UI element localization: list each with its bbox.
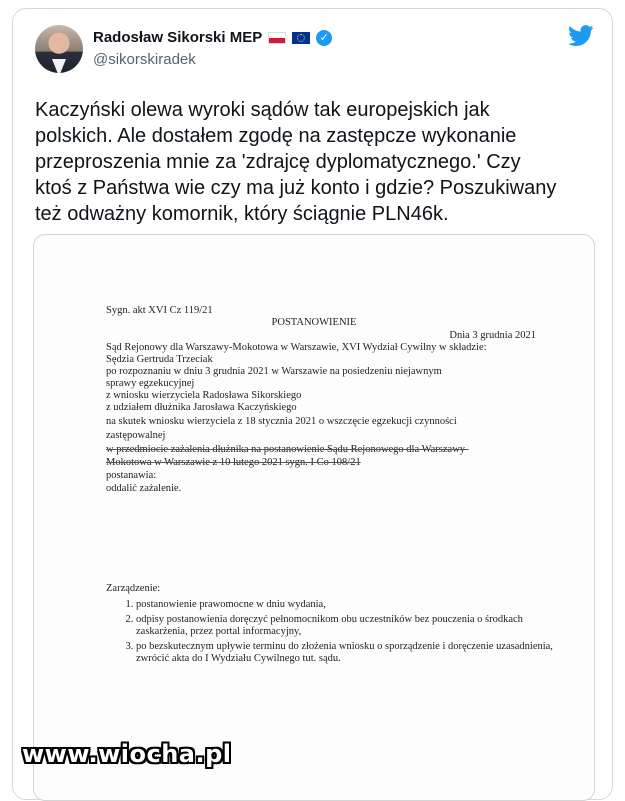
doc-line: zastępowalnej [106,430,166,441]
doc-orders-heading: Zarządzenie: [106,583,161,594]
list-item: 1. postanowienie prawomocne w dniu wydania, [136,599,556,612]
doc-line: z udziałem dłużnika Jarosława Kaczyńskiego [106,402,297,413]
author-row [93,29,332,46]
poland-flag-icon [268,32,286,44]
doc-court: Sąd Rejonowy dla Warszawy-Mokotowa w Warszawie, XVI Wydział Cywilny w składzie: [106,342,487,353]
doc-title: POSTANOWIENIE [271,317,357,328]
author-handle[interactable]: @sikorskiradek [93,51,196,68]
author-name[interactable]: Radosław Sikorski MEP [93,29,263,46]
doc-judge: Sędzia Gertruda Trzeciak [106,354,213,365]
tweet-card [12,8,613,800]
doc-line: po rozpoznaniu w dniu 3 grudnia 2021 w Warszawie na posiedzeniu niejawnym [106,366,442,377]
doc-case-number: Sygn. akt XVI Cz 119/21 [106,305,213,316]
doc-line-struck: Mokotowa w Warszawie z 10 lutego 2021 sygn. I Co 108/21 [106,457,361,468]
doc-line: sprawy egzekucyjnej [106,378,195,389]
doc-line: z wniosku wierzyciela Radosława Sikorskiego [106,390,302,401]
doc-line: na skutek wniosku wierzyciela z 18 stycznia 2021 o wszczęcie egzekucji czynności [106,416,457,427]
verified-badge-icon: ✓ [316,30,332,46]
list-item: 2. odpisy postanowienia doręczyć pełnomocnikom obu uczestników bez pouczenia o środkach zaskarżenia, przez portal informacyjny, [136,614,556,639]
eu-flag-icon [292,32,310,44]
tweet-text: Kaczyński olewa wyroki sądów tak europejskich jak polskich. Ale dostałem zgodę na zastępcze wykonanie przeproszenia mnie za 'zdrajcę dyplomatycznego.' Czy ktoś z Państwa wie czy ma już konto i gdzie? Poszukiwany też odważny komornik, który ściągnie PLN46k. [35,99,557,225]
doc-line: oddalić zażalenie. [106,483,182,494]
doc-date: Dnia 3 grudnia 2021 [449,330,536,341]
site-watermark: www.wiocha.pl [22,740,232,768]
doc-orders-list [106,599,556,668]
twitter-bird-icon[interactable] [568,25,594,47]
doc-line: postanawia: [106,470,157,481]
doc-line-struck: w przedmiocie zażalenia dłużnika na postanowienie Sądu Rejonowego dla Warszawy- [106,444,469,455]
list-item: 3. po bezskutecznym upływie terminu do złożenia wniosku o sporządzenie i doręczenie uzasadnienia, zwrócić akta do I Wydziału Cywilnego tut. sądu. [136,641,556,666]
attached-document-image[interactable] [33,234,595,801]
avatar[interactable] [35,25,83,73]
